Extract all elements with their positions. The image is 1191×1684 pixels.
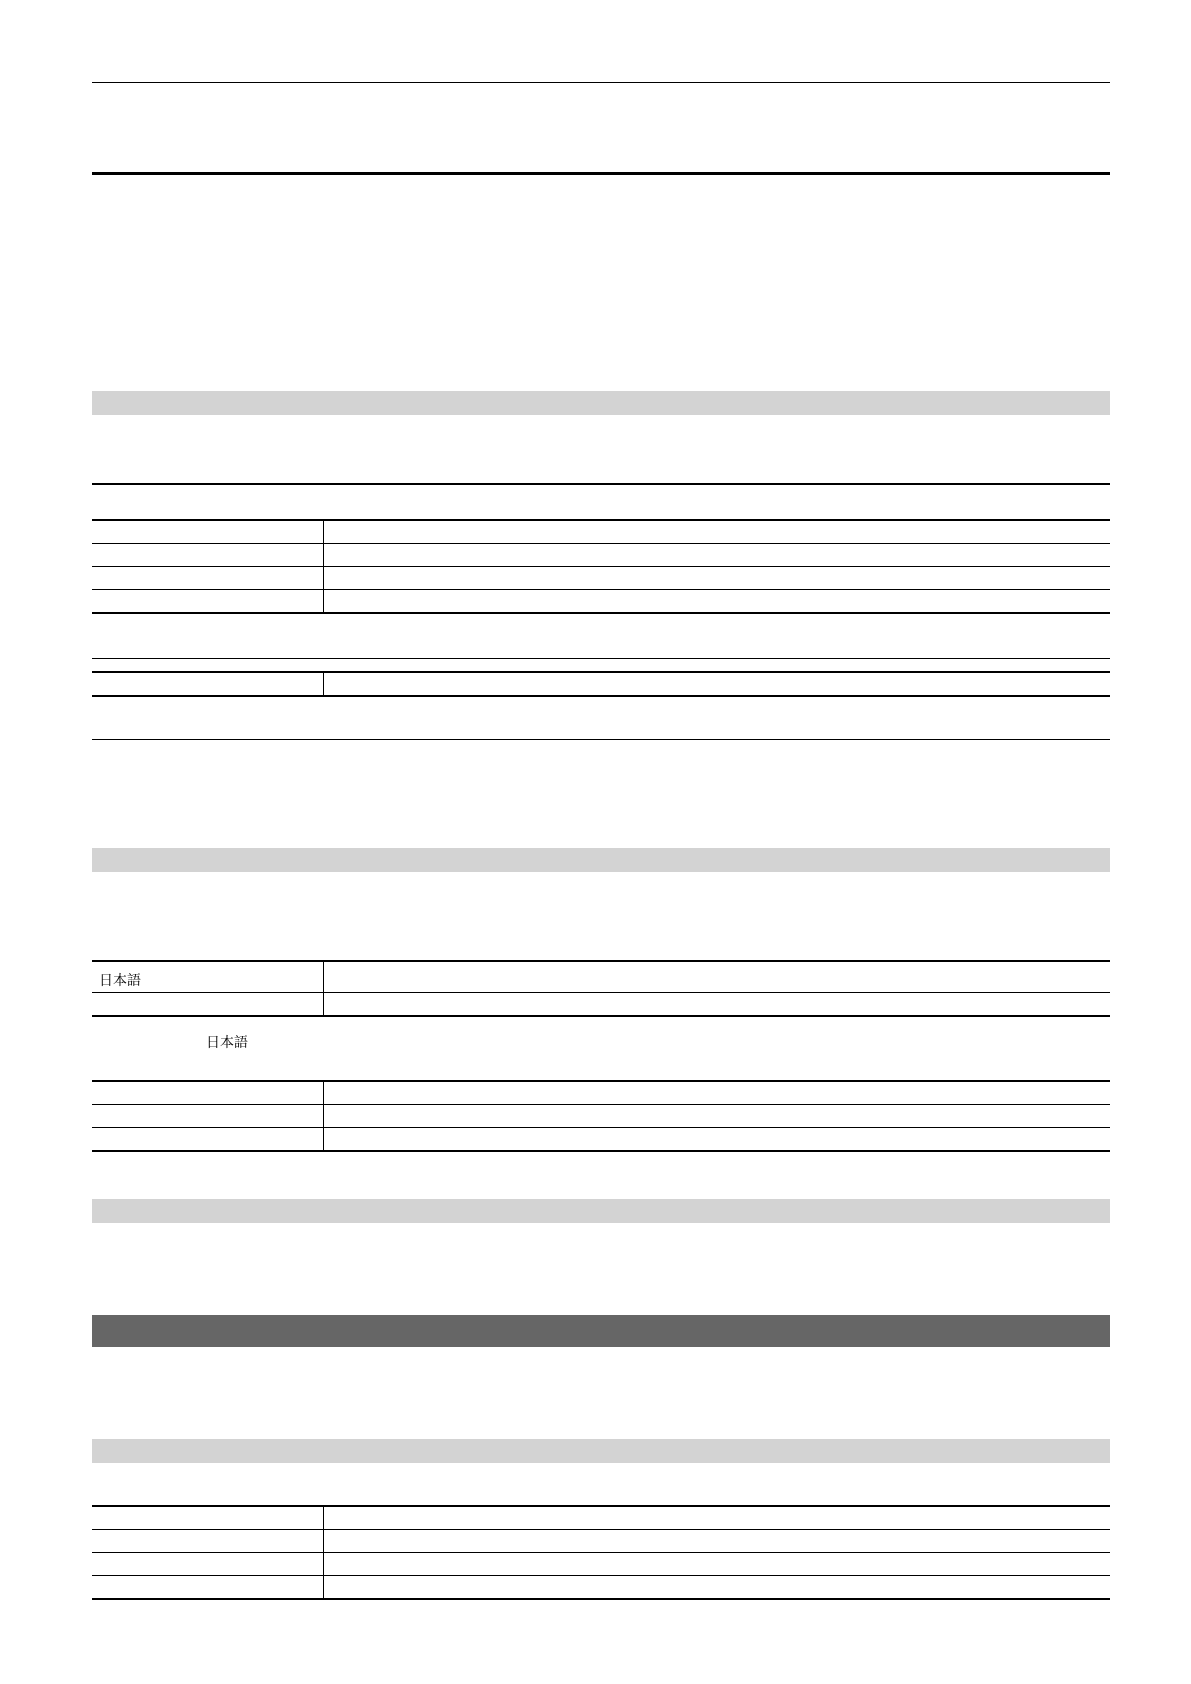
chapter-heading-bar [92, 1315, 1110, 1347]
table-top-rule [92, 483, 1110, 485]
settings-table-single [92, 671, 1110, 697]
section-heading-bar [92, 391, 1110, 415]
header-rule [92, 82, 1110, 83]
language-cell: 日本語 [92, 961, 324, 993]
language-note: 日本語 [206, 1035, 248, 1051]
table-row [92, 1506, 1110, 1530]
table-row [92, 590, 1110, 614]
table-row [92, 520, 1110, 544]
settings-table [92, 1080, 1110, 1152]
settings-table [92, 1505, 1110, 1600]
language-table [92, 960, 1110, 1017]
table-row [92, 1128, 1110, 1152]
table-row [92, 1553, 1110, 1576]
settings-table [92, 519, 1110, 614]
separator-rule [92, 658, 1110, 659]
table-row [92, 1530, 1110, 1553]
separator-rule [92, 739, 1110, 740]
table-row [92, 672, 1110, 696]
title-rule [92, 172, 1110, 175]
table-row [92, 1576, 1110, 1600]
table-row [92, 993, 1110, 1017]
section-heading-bar [92, 848, 1110, 872]
table-row [92, 961, 1110, 993]
table-row [92, 567, 1110, 590]
section-heading-bar [92, 1439, 1110, 1463]
table-row [92, 544, 1110, 567]
table-row [92, 1081, 1110, 1105]
table-row [92, 1105, 1110, 1128]
section-heading-bar [92, 1199, 1110, 1223]
